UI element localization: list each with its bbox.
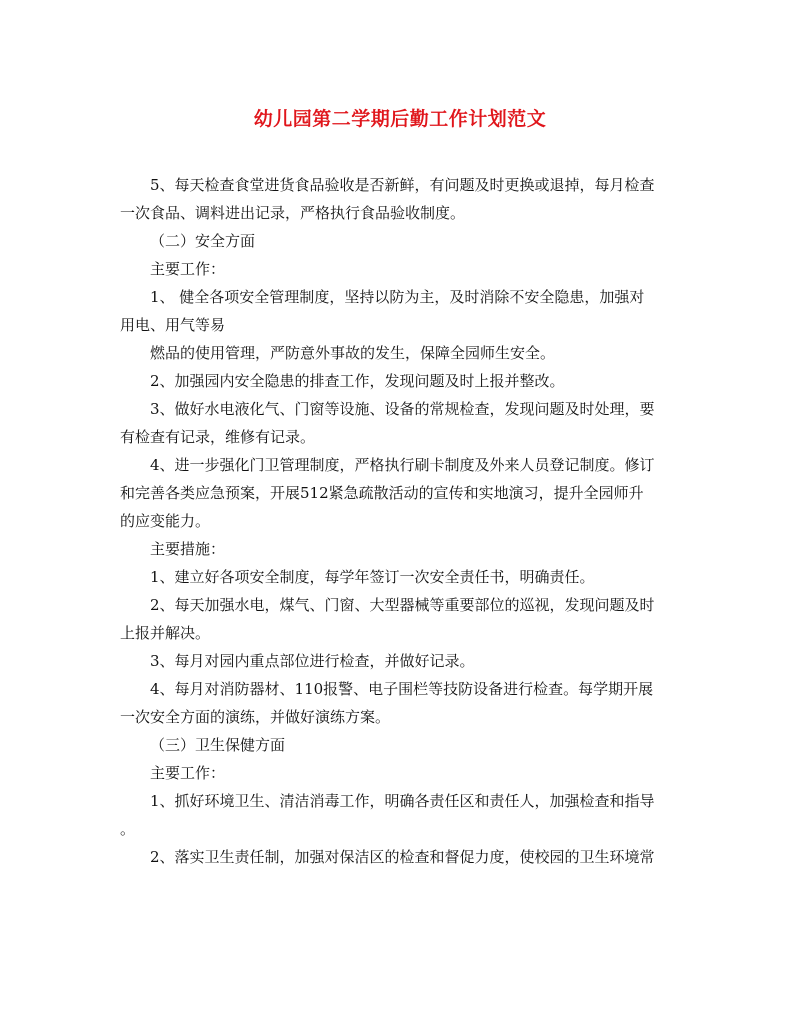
text-line: 。 bbox=[120, 820, 136, 838]
text-line: 1、建立好各项安全制度，每学年签订一次安全责任书，明确责任。 bbox=[150, 568, 595, 586]
text-line: 有检查有记录，维修有记录。 bbox=[120, 428, 316, 446]
text-line: 1、抓好环境卫生、清洁消毒工作，明确各责任区和责任人，加强检查和指导 bbox=[150, 792, 655, 810]
text-line: 主要措施： bbox=[150, 540, 226, 558]
text-line: 5、每天检查食堂进货食品验收是否新鲜，有问题及时更换或退掉，每月检查 bbox=[150, 176, 655, 194]
text-line: 和完善各类应急预案，开展512紧急疏散活动的宣传和实地演习，提升全园师升 bbox=[120, 484, 644, 502]
text-line: 燃品的使用管理，严防意外事故的发生，保障全园师生安全。 bbox=[150, 344, 556, 362]
text-line: （二）安全方面 bbox=[150, 232, 256, 250]
text-line: 的应变能力。 bbox=[120, 512, 211, 530]
text-line: 主要工作： bbox=[150, 764, 226, 782]
text-line: 用电、用气等易 bbox=[120, 316, 226, 334]
text-line: 一次食品、调料进出记录，严格执行食品验收制度。 bbox=[120, 204, 466, 222]
text-line: 2、落实卫生责任制，加强对保洁区的检查和督促力度，使校园的卫生环境常 bbox=[150, 848, 655, 866]
text-line: 3、每月对园内重点部位进行检查，并做好记录。 bbox=[150, 652, 475, 670]
text-line: 主要工作： bbox=[150, 260, 226, 278]
text-line: 2、加强园内安全隐患的排查工作，发现问题及时上报并整改。 bbox=[150, 372, 565, 390]
text-line: （三）卫生保健方面 bbox=[150, 736, 286, 754]
text-line: 一次安全方面的演练，并做好演练方案。 bbox=[120, 708, 391, 726]
text-line: 2、每天加强水电，煤气、门窗、大型器械等重要部位的巡视，发现问题及时 bbox=[150, 596, 655, 614]
text-line: 4、进一步强化门卫管理制度，严格执行刷卡制度及外来人员登记制度。修订 bbox=[150, 456, 655, 474]
text-line: 3、做好水电液化气、门窗等设施、设备的常规检查，发现问题及时处理，要 bbox=[150, 400, 655, 418]
document-body bbox=[120, 171, 686, 871]
text-line: 4、每月对消防器材、110报警、电子围栏等技防设备进行检查。每学期开展 bbox=[150, 680, 654, 698]
text-line: 1、 健全各项安全管理制度，坚持以防为主，及时消除不安全隐患，加强对 bbox=[150, 288, 645, 306]
document-title: 幼儿园第二学期后勤工作计划范文 bbox=[253, 108, 547, 130]
text-line: 上报并解决。 bbox=[120, 624, 211, 642]
